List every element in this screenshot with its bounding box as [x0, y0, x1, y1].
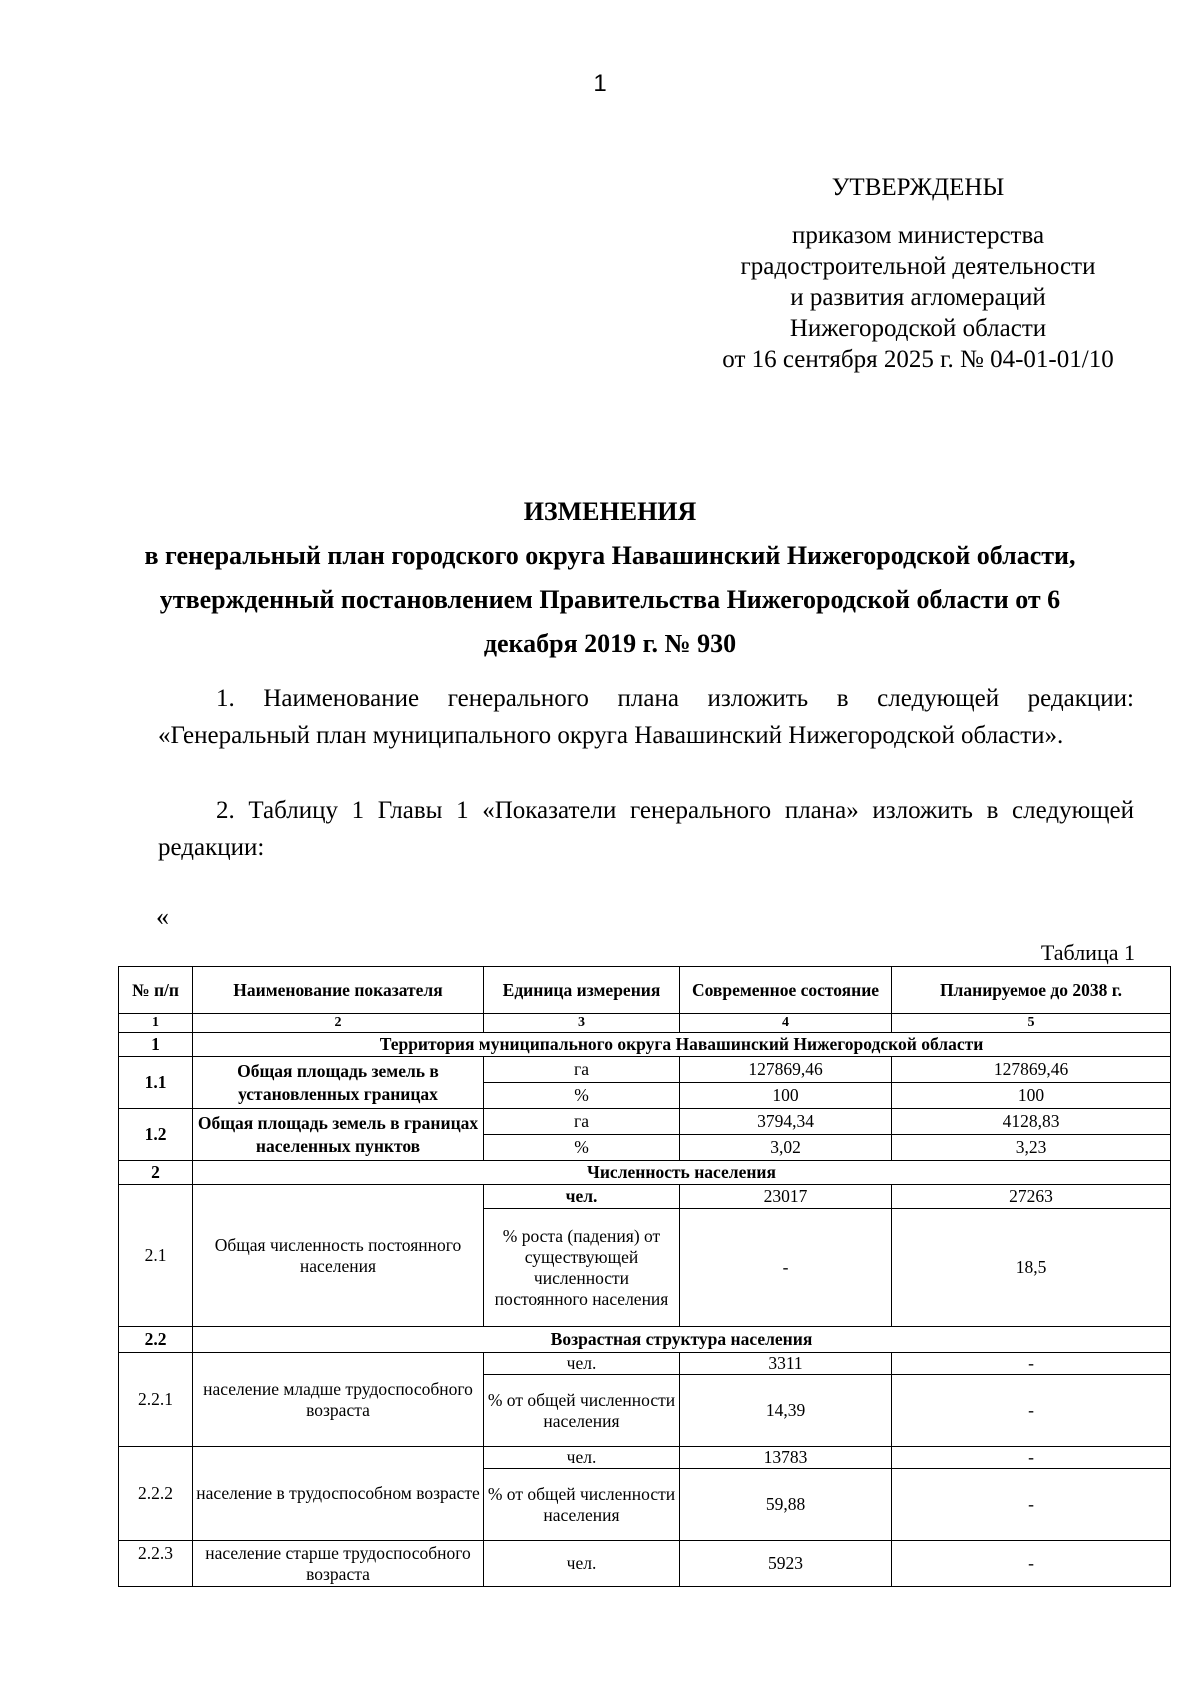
row-planned: - [892, 1541, 1171, 1587]
row-num: 1.2 [119, 1109, 193, 1161]
approval-line: от 16 сентября 2025 г. № 04-01-01/10 [722, 346, 1114, 373]
header-name: Наименование показателя [193, 967, 484, 1014]
row-current: 3311 [680, 1353, 892, 1375]
row-unit: % от общей численности населения [484, 1375, 680, 1447]
row-planned: 3,23 [892, 1135, 1171, 1161]
table-caption: Таблица 1 [1040, 940, 1135, 965]
section-num: 1 [119, 1033, 193, 1057]
table-row [119, 1057, 1171, 1083]
section-title: Численность населения [193, 1161, 1171, 1185]
row-current: 3,02 [680, 1135, 892, 1161]
paragraph-1 [158, 680, 1134, 754]
row-name: население младше трудоспособного возраста [193, 1353, 484, 1447]
document-title [130, 490, 1090, 666]
row-planned: 127869,46 [892, 1057, 1171, 1083]
table-row [119, 1353, 1171, 1375]
row-unit: чел. [484, 1447, 680, 1469]
approval-line: градостроительной деятельности [740, 253, 1096, 280]
row-planned: - [892, 1469, 1171, 1541]
header-unit: Единица измерения [484, 967, 680, 1014]
section-row [119, 1161, 1171, 1185]
row-planned: - [892, 1375, 1171, 1447]
row-unit: га [484, 1109, 680, 1135]
row-num: 1.1 [119, 1057, 193, 1109]
row-current: 14,39 [680, 1375, 892, 1447]
column-number: 5 [892, 1014, 1171, 1033]
paragraph-text: 2. Таблицу 1 Главы 1 «Показатели генерального плана» изложить в следующей редакции: [158, 797, 1134, 861]
table-row [119, 1541, 1171, 1587]
row-planned: 18,5 [892, 1209, 1171, 1327]
title-subtitle: в генеральный план городского округа Навашинский Нижегородской области, утвержденный постановлением Правительства Нижегородской области от 6 декабря 2019 г. № 930 [144, 541, 1076, 658]
row-unit: чел. [484, 1185, 680, 1209]
column-number: 4 [680, 1014, 892, 1033]
section-title: Территория муниципального округа Навашинский Нижегородской области [193, 1033, 1171, 1057]
row-name: Общая площадь земель в установленных границах [193, 1057, 484, 1109]
row-name: Общая площадь земель в границах населенных пунктов [193, 1109, 484, 1161]
approval-line: приказом министерства [791, 222, 1045, 249]
row-planned: - [892, 1353, 1171, 1375]
row-planned: 27263 [892, 1185, 1171, 1209]
approval-heading: УТВЕРЖДЕНЫ [831, 174, 1005, 201]
row-current: 59,88 [680, 1469, 892, 1541]
row-current: 13783 [680, 1447, 892, 1469]
row-num: 2.1 [119, 1185, 193, 1327]
header-current: Современное состояние [680, 967, 892, 1014]
row-current: 3794,34 [680, 1109, 892, 1135]
row-current: 23017 [680, 1185, 892, 1209]
row-current: 127869,46 [680, 1057, 892, 1083]
row-name: население в трудоспособном возрасте [193, 1447, 484, 1541]
row-current: 100 [680, 1083, 892, 1109]
column-number: 1 [119, 1014, 193, 1033]
row-current: 5923 [680, 1541, 892, 1587]
row-unit: % роста (падения) от существующей численности постоянного населения [484, 1209, 680, 1327]
row-name: Общая численность постоянного населения [193, 1185, 484, 1327]
row-planned: 100 [892, 1083, 1171, 1109]
row-unit: % от общей численности населения [484, 1469, 680, 1541]
column-number: 3 [484, 1014, 680, 1033]
row-unit: % [484, 1083, 680, 1109]
row-current: - [680, 1209, 892, 1327]
row-unit: % [484, 1135, 680, 1161]
header-planned: Планируемое до 2038 г. [892, 967, 1171, 1014]
section-row [119, 1033, 1171, 1057]
page-number: 1 [593, 70, 607, 97]
section-num: 2 [119, 1161, 193, 1185]
indicators-table [118, 966, 1171, 1587]
approval-block [683, 172, 1153, 375]
row-planned: 4128,83 [892, 1109, 1171, 1135]
header-num: № п/п [119, 967, 193, 1014]
opening-quote: « [156, 902, 169, 931]
column-number: 2 [193, 1014, 484, 1033]
row-planned: - [892, 1447, 1171, 1469]
section-num: 2.2 [119, 1327, 193, 1353]
table-row [119, 1447, 1171, 1469]
row-unit: га [484, 1057, 680, 1083]
approval-line: Нижегородской области [789, 315, 1047, 342]
approval-line: и развития агломераций [790, 284, 1046, 311]
row-num: 2.2.3 [119, 1541, 193, 1587]
row-num: 2.2.1 [119, 1353, 193, 1447]
row-unit: чел. [484, 1541, 680, 1587]
paragraph-2 [158, 792, 1134, 866]
row-unit: чел. [484, 1353, 680, 1375]
row-num: 2.2.2 [119, 1447, 193, 1541]
table-row [119, 1109, 1171, 1135]
table-row [119, 1185, 1171, 1209]
section-title: Возрастная структура населения [193, 1327, 1171, 1353]
title-heading: ИЗМЕНЕНИЯ [523, 497, 697, 526]
paragraph-text: 1. Наименование генерального плана изложить в следующей редакции: «Генеральный план муниципального округа Навашинский Нижегородской области». [158, 685, 1134, 749]
row-name: население старше трудоспособного возраста [193, 1541, 484, 1587]
section-row [119, 1327, 1171, 1353]
